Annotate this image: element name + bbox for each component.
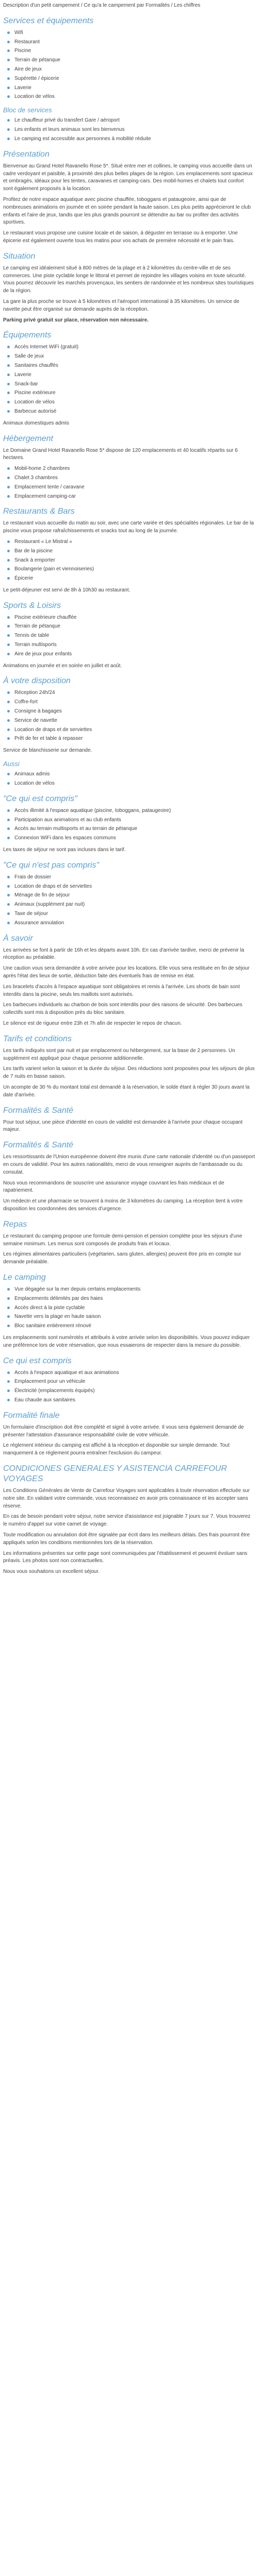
situation-paragraph: Le camping est idéalement situé à 800 mètres de la plage et à 2 kilomètres du centre-ville et de ses commerces. Une piste cyclable longe le littoral et permet de rejoindre les villages voisins en toute sécurité. Vous pourrez découvrir les marchés provençaux, les sentiers de randonnée et les nombreux sites touristiques de la région. <box>3 265 254 294</box>
list-item: Bloc sanitaire entièrement rénové <box>7 1323 255 1330</box>
list-item: Accès illimité à l'espace aquatique (piscine, toboggans, pataugeoire) <box>7 807 255 815</box>
restaurants-paragraph: Le restaurant vous accueille du matin au soir, avec une carte variée et des spécialités régionales. Le bar de la piscine vous propose rafraîchissements et snacks tout au long de la journée. <box>3 520 254 534</box>
list-item: Snack-bar <box>7 381 255 388</box>
list-item: Mobil-home 2 chambres <box>7 465 255 473</box>
section-title-sports: Sports & Loisirs <box>3 601 61 610</box>
list-item: Piscine extérieure <box>7 389 255 397</box>
cgv-paragraph: En cas de besoin pendant votre séjour, notre service d'assistance est joignable 7 jours sur 7. Vous trouverez le numéro d'appel sur votre carnet de voyage. <box>3 1514 251 1528</box>
list-item: Laverie <box>7 84 255 92</box>
section-title-included-2: Ce qui est compris <box>3 1356 72 1365</box>
list-item: Réception 24h/24 <box>7 689 255 697</box>
not-included-list <box>3 874 255 927</box>
section-title-camping: Le camping <box>3 1273 46 1282</box>
section-title-formalites: Formalités & Santé <box>3 1106 74 1115</box>
list-item: Supérette / épicerie <box>7 75 255 83</box>
cgv-paragraph: Les informations présentes sur cette page sont communiquées par l'établissement et peuvent évoluer sans préavis. Les photos sont non contractuelles. <box>3 1550 248 1564</box>
list-item: Laverie <box>7 371 255 379</box>
list-item: Aire de jeux <box>7 66 255 74</box>
list-item: Emplacement pour un véhicule <box>7 1378 255 1386</box>
list-item: Le camping est accessible aux personnes à mobilité réduite <box>7 135 255 143</box>
restaurants-note: Le petit-déjeuner est servi de 8h à 10h30 au restaurant. <box>3 587 131 593</box>
services-list <box>3 29 255 101</box>
list-item: Participation aux animations et au club enfants <box>7 817 255 824</box>
list-item: Vue dégagée sur la mer depuis certains emplacements <box>7 1286 255 1294</box>
presentation-paragraph: Bienvenue au Grand Hotel Ravanello Rose 5*. Situé entre mer et collines, le camping vous accueille dans un cadre verdoyant et paisible, à proximité des plus belles plages de la région. Les emplacements sont spacieux et ombragés, idéaux pour les tentes, caravanes et camping-cars. Des mobil-homes et chalets tout confort sont également proposés à la location. <box>3 163 253 192</box>
section-title-situation: Situation <box>3 251 36 261</box>
sports-note: Animations en journée et en soirée en juillet et août. <box>3 663 122 669</box>
list-item: Emplacement tente / caravane <box>7 484 255 492</box>
list-item: Accès direct à la piste cyclable <box>7 1304 255 1312</box>
list-item: Location de draps et de serviettes <box>7 883 255 891</box>
savoir-paragraph: Les barbecues individuels au charbon de bois sont interdits pour des raisons de sécurité. Des barbecues collectifs sont mis à disposition près du bloc sanitaire. <box>3 1002 243 1016</box>
list-item: Restaurant <box>7 39 255 46</box>
list-item: Piscine extérieure chauffée <box>7 614 255 622</box>
hebergement-list <box>3 465 255 500</box>
bloc-list <box>3 117 255 143</box>
cgv-paragraph: Les Conditions Générales de Vente de Carrefour Voyages sont applicables à toute réservation effectuée sur notre site. En validant votre commande, vous reconnaissez en avoir pris connaissance et les accepter sans réserve. <box>3 1487 250 1509</box>
cgv-paragraph: Toute modification ou annulation doit être signalée par écrit dans les meilleurs délais. Des frais pourront être appliqués selon les conditions mentionnées lors de la réservation. <box>3 1532 250 1546</box>
repas-paragraph: Le restaurant du camping propose une formule demi-pension et pension complète pour les séjours d'une semaine minimum. Les menus sont composés de produits frais et locaux. <box>3 1233 243 1247</box>
section-title-bloc: Bloc de services <box>3 106 52 114</box>
section-title-included: "Ce qui est compris" <box>3 794 77 803</box>
camping-list <box>3 1286 255 1330</box>
list-item: Accès à l'espace aquatique et aux animations <box>7 1369 255 1377</box>
list-item: Location de draps et de serviettes <box>7 726 255 734</box>
section-title-hebergement: Hébergement <box>3 434 53 443</box>
tarifs-paragraph: Un acompte de 30 % du montant total est demandé à la réservation, le solde étant à régler 30 jours avant la date d'arrivée. <box>3 1084 250 1098</box>
list-item: Location de vélos <box>7 399 255 406</box>
list-item: Sanitaires chauffés <box>7 362 255 370</box>
included-list <box>3 807 255 842</box>
list-item: Animaux admis <box>7 771 255 778</box>
formalites-paragraph: Pour tout séjour, une pièce d'identité en cours de validité est demandée à l'arrivée pour chaque occupant majeur. <box>3 1119 243 1133</box>
hebergement-paragraph: Le Domaine Grand Hotel Ravanello Rose 5* dispose de 120 emplacements et 40 locatifs répartis sur 6 hectares. <box>3 447 238 461</box>
list-item: Location de vélos <box>7 93 255 101</box>
section-title-presentation: Présentation <box>3 149 50 159</box>
camping-paragraph: Les emplacements sont numérotés et attribués à votre arrivée selon les disponibilités. Vous pouvez indiquer une préférence lors de votre réservation, que nous essaierons de respecter dans la mesure du possible. <box>3 1334 250 1348</box>
intro-text: Description d'un petit campement / Ce qu'a le campement par Formalités / Les chiffres <box>3 3 201 8</box>
list-item: Location de vélos <box>7 780 255 788</box>
formalites-sante-paragraph: Les ressortissants de l'Union européenne doivent être munis d'une carte nationale d'identité ou d'un passeport en cours de validité. Pour les autres nationalités, merci de vous renseigner auprès de l'ambassade ou du consulat. <box>3 1154 255 1175</box>
situation-paragraph: La gare la plus proche se trouve à 5 kilomètres et l'aéroport international à 35 kilomètres. Un service de navette peut être organisé sur demande auprès de la réception. <box>3 298 239 312</box>
formalites-sante-paragraph: Un médecin et une pharmacie se trouvent à moins de 3 kilomètres du camping. La réception tient à votre disposition les coordonnées des services d'urgence. <box>3 1198 243 1212</box>
section-title-enfant: Aussi <box>3 760 20 768</box>
list-item: Accès Internet WiFi (gratuit) <box>7 344 255 351</box>
section-title-savoir: À savoir <box>3 934 33 943</box>
section-title-tarifs: Tarifs et conditions <box>3 1034 72 1043</box>
tarifs-paragraph: Les tarifs varient selon la saison et la durée du séjour. Des réductions sont proposées pour les séjours de plus de 7 nuits en basse saison. <box>3 1066 255 1080</box>
included-note: Les taxes de séjour ne sont pas incluses dans le tarif. <box>3 847 126 853</box>
savoir-paragraph: Le silence est de rigueur entre 23h et 7h afin de respecter le repos de chacun. <box>3 1021 182 1027</box>
enfant-list <box>3 771 255 788</box>
list-item: Boulangerie (pain et viennoiseries) <box>7 566 255 573</box>
presentation-paragraph: Profitez de notre espace aquatique avec piscine chauffée, toboggans et pataugeoire, ainsi que de nombreuses animations en journée et en soirée pendant la haute saison. Les plus petits apprécieront le club enfants et l'aire de jeux, tandis que les plus grands pourront se détendre au bar ou profiter des activités sportives. <box>3 197 251 226</box>
section-title-not-included: "Ce qui n'est pas compris" <box>3 860 100 870</box>
list-item: Animaux (supplément par nuit) <box>7 901 255 909</box>
list-item: Terrain de pétanque <box>7 57 255 64</box>
list-item: Salle de jeux <box>7 353 255 361</box>
list-item: Tennis de table <box>7 632 255 640</box>
list-item: Emplacement camping-car <box>7 493 255 501</box>
presentation-paragraph: Le restaurant vous propose une cuisine locale et de saison, à déguster en terrasse ou à emporter. Une épicerie est également ouverte tous les matins pour vos achats de première nécessité et le pain frais. <box>3 230 238 244</box>
list-item: Ménage de fin de séjour <box>7 892 255 900</box>
section-title-services: Services et équipements <box>3 16 94 25</box>
list-item: Épicerie <box>7 575 255 583</box>
list-item: Électricité (emplacements équipés) <box>7 1387 255 1395</box>
list-item: Barbecue autorisé <box>7 408 255 416</box>
savoir-paragraph: Les arrivées se font à partir de 16h et les départs avant 10h. En cas d'arrivée tardive, merci de prévenir la réception au préalable. <box>3 947 245 961</box>
section-title-restaurants: Restaurants & Bars <box>3 507 75 516</box>
savoir-paragraph: Les bracelets d'accès à l'espace aquatique sont obligatoires et remis à l'arrivée. Les shorts de bain sont interdits dans la piscine, seuls les maillots sont autorisés. <box>3 984 240 997</box>
list-item: Navette vers la plage en haute saison <box>7 1313 255 1321</box>
restaurants-list <box>3 538 255 583</box>
list-item: Snack à emporter <box>7 557 255 565</box>
situation-highlight: Parking privé gratuit sur place, réservation non nécessaire. <box>3 317 149 323</box>
list-item: Les enfants et leurs animaux sont les bienvenus <box>7 126 255 134</box>
list-item: Bar de la piscine <box>7 548 255 555</box>
list-item: Piscine <box>7 47 255 55</box>
section-title-equipements: Équipements <box>3 331 52 340</box>
list-item: Chalet 3 chambres <box>7 474 255 482</box>
formalite-finale-paragraph: Un formulaire d'inscription doit être complété et signé à votre arrivée. Il vous sera également demandé de présenter l'attestation d'assurance responsabilité civile de votre véhicule. <box>3 1424 244 1438</box>
list-item: Emplacements délimités par des haies <box>7 1295 255 1303</box>
section-title-autre: À votre disposition <box>3 676 71 686</box>
list-item: Coffre-fort <box>7 699 255 706</box>
repas-paragraph: Les régimes alimentaires particuliers (végétarien, sans gluten, allergies) peuvent être pris en compte sur demande préalable. <box>3 1251 241 1265</box>
list-item: Frais de dossier <box>7 874 255 882</box>
equipements-list <box>3 344 255 415</box>
list-item: Connexion WiFi dans les espaces communs <box>7 835 255 842</box>
list-item: Taxe de séjour <box>7 910 255 918</box>
included-list-2 <box>3 1369 255 1404</box>
section-title-formalite-finale: Formalité finale <box>3 1411 60 1420</box>
list-item: Eau chaude aux sanitaires <box>7 1397 255 1404</box>
section-title-repas: Repas <box>3 1219 27 1229</box>
sports-list <box>3 614 255 658</box>
section-title-formalites-sante: Formalités & Santé <box>3 1141 74 1150</box>
savoir-paragraph: Une caution vous sera demandée à votre arrivée pour les locations. Elle vous sera restituée en fin de séjour après l'état des lieux de sortie, déduction faite des éventuels frais de remise en état. <box>3 965 250 979</box>
section-title-cgv: CONDICIONES GENERALES Y ASISTENCIA CARREFOUR VOYAGES <box>3 1464 227 1483</box>
list-item: Restaurant « Le Mistral » <box>7 538 255 546</box>
list-item: Le chauffeur privé du transfert Gare / aéroport <box>7 117 255 125</box>
list-item: Prêt de fer et table à repasser <box>7 735 255 743</box>
list-item: Aire de jeux pour enfants <box>7 651 255 658</box>
list-item: Service de navette <box>7 717 255 725</box>
list-item: Assurance annulation <box>7 920 255 927</box>
autre-list <box>3 689 255 743</box>
cgv-paragraph: Nous vous souhaitons un excellent séjour. <box>3 1569 100 1575</box>
tarifs-paragraph: Les tarifs indiqués sont par nuit et par emplacement ou hébergement, sur la base de 2 personnes. Un supplément est appliqué pour chaque personne additionnelle. <box>3 1047 235 1061</box>
formalite-finale-paragraph: Le règlement intérieur du camping est affiché à la réception et disponible sur simple demande. Tout manquement à ce règlement pourra entraîner l'exclusion du campeur. <box>3 1443 230 1456</box>
list-item: Terrain de pétanque <box>7 623 255 631</box>
equipements-note: Animaux domestiques admis <box>3 420 69 426</box>
formalites-sante-paragraph: Nous vous recommandons de souscrire une assurance voyage couvrant les frais médicaux et de rapatriement. <box>3 1180 224 1194</box>
list-item: Consigne à bagages <box>7 708 255 716</box>
list-item: Accès au terrain multisports et au terrain de pétanque <box>7 825 255 833</box>
autre-note: Service de blanchisserie sur demande. <box>3 748 92 754</box>
list-item: Wifi <box>7 29 255 37</box>
list-item: Terrain multisports <box>7 641 255 649</box>
